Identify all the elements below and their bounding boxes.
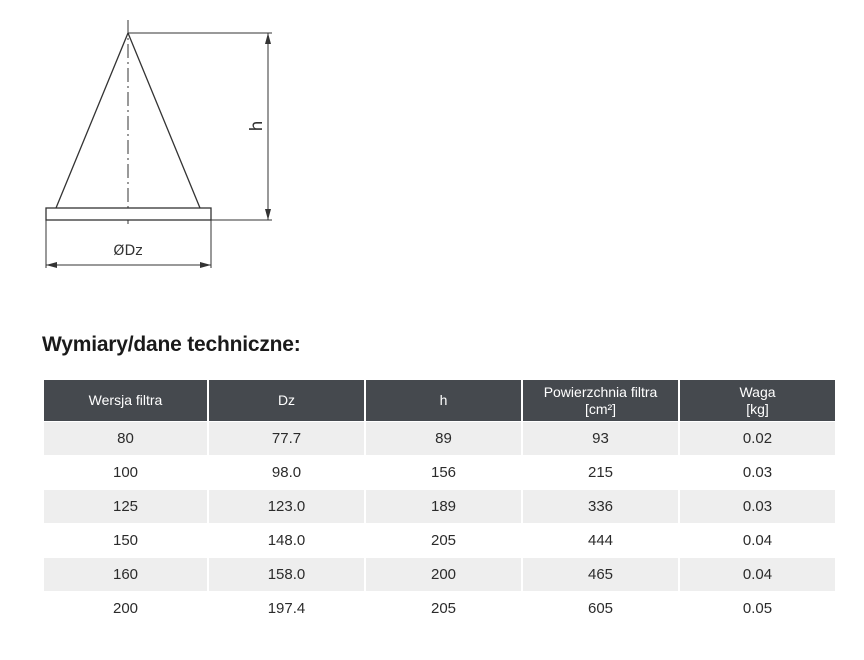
diameter-label: ØDz bbox=[113, 243, 143, 259]
cell-dz: 148.0 bbox=[209, 523, 364, 557]
cell-dz: 158.0 bbox=[209, 557, 364, 591]
cell-dz: 197.4 bbox=[209, 591, 364, 625]
cell-dz: 123.0 bbox=[209, 489, 364, 523]
cell-filter-version: 80 bbox=[44, 421, 207, 455]
cell-filter-area: 93 bbox=[523, 421, 678, 455]
height-label: h bbox=[247, 120, 267, 132]
cell-filter-version: 100 bbox=[44, 455, 207, 489]
cone-right-edge bbox=[128, 33, 200, 208]
cell-dz: 98.0 bbox=[209, 455, 364, 489]
base-flange bbox=[46, 208, 211, 220]
diameter-arrow-left bbox=[46, 262, 57, 268]
cell-h: 156 bbox=[366, 455, 521, 489]
cell-weight: 0.04 bbox=[680, 523, 835, 557]
cell-weight: 0.02 bbox=[680, 421, 835, 455]
table-row bbox=[44, 591, 835, 625]
cell-filter-version: 160 bbox=[44, 557, 207, 591]
table-row bbox=[44, 489, 835, 523]
height-arrow-top bbox=[265, 33, 271, 44]
diameter-arrow-right bbox=[200, 262, 211, 268]
table-row bbox=[44, 421, 835, 455]
cell-h: 89 bbox=[366, 421, 521, 455]
cell-h: 205 bbox=[366, 591, 521, 625]
cell-filter-version: 125 bbox=[44, 489, 207, 523]
cone-left-edge bbox=[56, 33, 128, 208]
header-filter-area: Powierzchnia filtra [cm²] bbox=[523, 380, 678, 421]
header-filter-version: Wersja filtra bbox=[44, 380, 207, 421]
cell-weight: 0.05 bbox=[680, 591, 835, 625]
height-arrow-bottom bbox=[265, 209, 271, 220]
cell-filter-version: 150 bbox=[44, 523, 207, 557]
cell-weight: 0.03 bbox=[680, 455, 835, 489]
cell-filter-area: 465 bbox=[523, 557, 678, 591]
cell-dz: 77.7 bbox=[209, 421, 364, 455]
table-row bbox=[44, 557, 835, 591]
cell-filter-area: 336 bbox=[523, 489, 678, 523]
table-row bbox=[44, 455, 835, 489]
section-title: Wymiary/dane techniczne: bbox=[42, 333, 301, 356]
cell-filter-area: 605 bbox=[523, 591, 678, 625]
cell-h: 189 bbox=[366, 489, 521, 523]
cell-filter-area: 215 bbox=[523, 455, 678, 489]
cell-filter-area: 444 bbox=[523, 523, 678, 557]
header-dz: Dz bbox=[209, 380, 364, 421]
table-row bbox=[44, 523, 835, 557]
cell-h: 205 bbox=[366, 523, 521, 557]
table-header-row bbox=[44, 380, 835, 421]
header-h: h bbox=[366, 380, 521, 421]
filter-dimension-diagram bbox=[0, 0, 864, 300]
cell-h: 200 bbox=[366, 557, 521, 591]
cell-weight: 0.03 bbox=[680, 489, 835, 523]
cell-weight: 0.04 bbox=[680, 557, 835, 591]
cell-filter-version: 200 bbox=[44, 591, 207, 625]
technical-data-table bbox=[42, 380, 837, 625]
header-weight: Waga [kg] bbox=[680, 380, 835, 421]
